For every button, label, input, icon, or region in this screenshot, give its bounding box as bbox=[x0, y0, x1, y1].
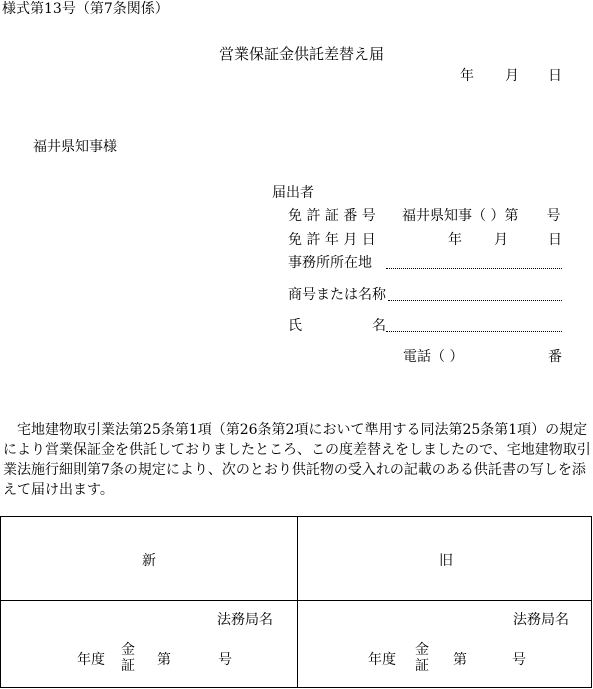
license-date-day: 日 bbox=[548, 232, 562, 248]
new-number-go: 号 bbox=[218, 652, 232, 668]
license-date-year: 年 bbox=[448, 232, 462, 248]
form-number: 様式第13号（第7条関係） bbox=[2, 1, 169, 17]
office-location-label: 事務所所在地 bbox=[288, 255, 372, 271]
phone-suffix: 番 bbox=[548, 349, 562, 365]
old-bureau-label: 法務局名 bbox=[513, 612, 569, 628]
new-column-header: 新 bbox=[142, 553, 156, 569]
addressee: 福井県知事様 bbox=[33, 139, 117, 155]
old-number-dai: 第 bbox=[453, 652, 467, 668]
old-deposit-kin: 金 bbox=[415, 642, 429, 658]
old-column-header: 旧 bbox=[439, 553, 453, 569]
trade-name-label: 商号または名称 bbox=[288, 287, 386, 303]
new-bureau-label: 法務局名 bbox=[217, 612, 273, 628]
new-fiscal-year-label: 年度 bbox=[77, 652, 105, 668]
name-label-second-char: 名 bbox=[372, 318, 386, 334]
applicant-heading: 届出者 bbox=[272, 185, 314, 201]
name-line[interactable] bbox=[386, 331, 562, 332]
new-deposit-sho: 証 bbox=[121, 658, 135, 674]
submission-date-day: 日 bbox=[548, 68, 562, 84]
table-column-divider bbox=[297, 517, 298, 687]
license-date-month: 月 bbox=[494, 232, 508, 248]
phone-label: 電話（ ） bbox=[403, 349, 464, 365]
office-location-line[interactable] bbox=[386, 268, 562, 269]
submission-date-month: 月 bbox=[505, 68, 519, 84]
submission-date-year: 年 bbox=[460, 68, 474, 84]
license-number-value: 福井県知事（ ）第 号 bbox=[402, 208, 561, 224]
license-date-label: 免 許 年 月 日 bbox=[288, 232, 376, 248]
license-number-label: 免 許 証 番 号 bbox=[288, 208, 376, 224]
old-deposit-sho: 証 bbox=[415, 658, 429, 674]
trade-name-line[interactable] bbox=[388, 300, 562, 301]
old-fiscal-year-label: 年度 bbox=[368, 652, 396, 668]
name-label-first-char: 氏 bbox=[288, 318, 302, 334]
statement-paragraph: 宅地建物取引業法第25条第1項（第26条第2項において準用する同法第25条第1項）の規定により営業保証金を供託しておりましたところ、この度差替えをしましたので、宅地建物取引業法施行細則第7条の規定により、次のとおり供託物の受入れの記載のある供託書の写しを添えて届け出ます。 bbox=[3, 422, 591, 498]
new-deposit-kin: 金 bbox=[121, 642, 135, 658]
document-title: 営業保証金供託差替え届 bbox=[219, 45, 385, 63]
deposit-table bbox=[0, 516, 592, 688]
new-number-dai: 第 bbox=[157, 652, 171, 668]
table-row-divider bbox=[1, 600, 591, 601]
old-number-go: 号 bbox=[512, 652, 526, 668]
